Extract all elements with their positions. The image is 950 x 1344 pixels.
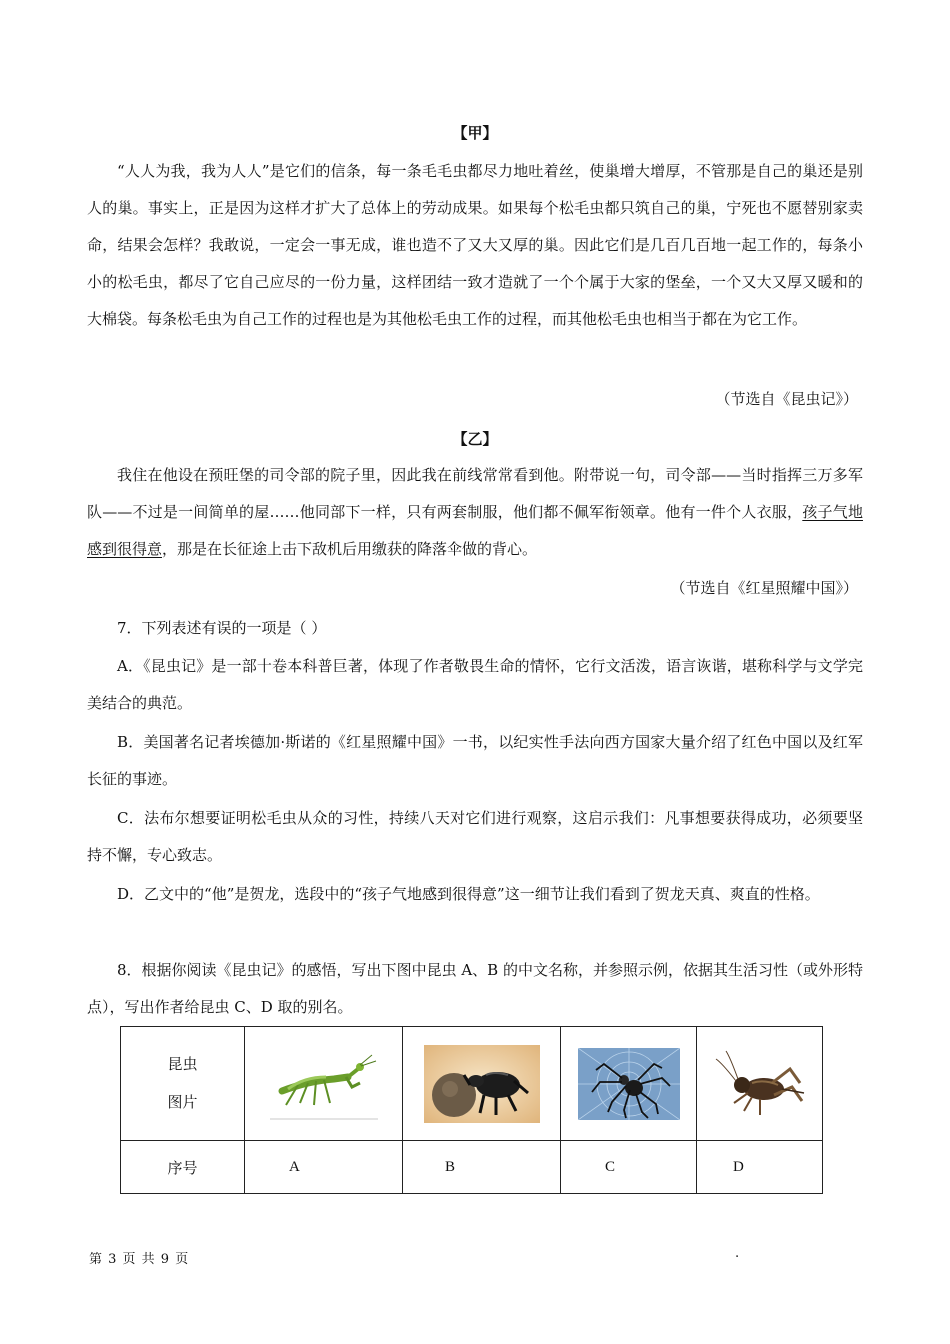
cricket-icon — [712, 1049, 808, 1119]
insect-id-d: D — [697, 1141, 823, 1194]
row-header-images — [121, 1027, 245, 1141]
q7-option-d: D．乙文中的“他”是贺龙，选段中的“孩子气地感到很得意”这一细节让我们看到了贺龙天真、爽直的性格。 — [117, 885, 820, 903]
insect-image-row — [121, 1027, 823, 1141]
q7-option-a: A．《昆虫记》是一部十卷本科普巨著，体现了作者敬畏生命的情怀，它行文活泼，语言诙谐，堪称科学与文学完美结合的典范。 — [87, 657, 863, 712]
q7-stem: 7．下列表述有误的一项是（ ） — [117, 619, 327, 637]
q8-stem: 8．根据你阅读《昆虫记》的感悟，写出下图中昆虫 A、B 的中文名称，并参照示例，依据其生活习性（或外形特点），写出作者给昆虫 C、D 取的别名。 — [87, 961, 863, 1016]
insect-cell-d — [697, 1027, 823, 1141]
passage-b-source: （节选自《红星照耀中国》） — [670, 579, 858, 597]
passage-a-text: “人人为我，我为人人”是它们的信条，每一条毛毛虫都尽力地吐着丝，使巢增大增厚，不管那是自己的巢还是别人的巢。事实上，正是因为这样才扩大了总体上的劳动成果。如果每个松毛虫都只筑自己的巢，宁死也不愿替别家卖命，结果会怎样？我敢说，一定会一事无成，谁也造不了又大又厚的巢。因此它们是几百几百地一起工作的，每条小小的松毛虫，都尽了它自己应尽的一份力量，这样团结一致才造就了一个个属于大家的堡垒，一个又大又厚又暖和的大棉袋。每条松毛虫为自己工作的过程也是为其他松毛虫工作的过程，而其他松毛虫也相当于都在为它工作。 — [87, 162, 863, 328]
row-header-line1: 昆虫 — [167, 1056, 198, 1073]
page-number: 第 3 页 共 9 页 — [89, 1252, 190, 1267]
row-header-line2: 图片 — [167, 1094, 198, 1111]
passage-a-source: （节选自《昆虫记》） — [715, 390, 858, 408]
spider-icon — [578, 1048, 680, 1120]
insect-table — [120, 1026, 823, 1194]
insect-cell-a — [245, 1027, 403, 1141]
passage-b-text — [87, 457, 863, 568]
insect-cell-b — [403, 1027, 561, 1141]
passage-b-title: 【乙】 — [452, 430, 498, 448]
mantis-icon — [268, 1047, 380, 1121]
footer-dot: . — [735, 1246, 740, 1261]
row-header-ids: 序号 — [121, 1141, 245, 1194]
insect-id-a: A — [245, 1141, 403, 1194]
passage-a-title: 【甲】 — [452, 124, 498, 142]
passage-b-text-after: ，那是在长征途上击下敌机后用缴获的降落伞做的背心。 — [162, 540, 538, 558]
insect-cell-c — [561, 1027, 697, 1141]
q7-option-b: B．美国著名记者埃德加·斯诺的《红星照耀中国》一书，以纪实性手法向西方国家大量介绍了红色中国以及红军长征的事迹。 — [87, 733, 863, 788]
passage-b-text-before: 我住在他设在预旺堡的司令部的院子里，因此我在前线常常看到他。附带说一句，司令部——当时指挥三万多军队——不过是一间简单的屋……他同部下一样，只有两套制服，他们都不佩军衔领章。他有一件个人衣服， — [87, 466, 863, 521]
insect-id-row — [121, 1141, 823, 1194]
insect-id-c: C — [561, 1141, 697, 1194]
insect-id-b: B — [403, 1141, 561, 1194]
q7-option-c: C．法布尔想要证明松毛虫从众的习性，持续八天对它们进行观察，这启示我们：凡事想要获得成功，必须要坚持不懈，专心致志。 — [87, 809, 863, 864]
dung-beetle-icon — [424, 1045, 540, 1123]
passage-b-underlined-phrase: 孩子气地感到很得意 — [87, 503, 863, 558]
